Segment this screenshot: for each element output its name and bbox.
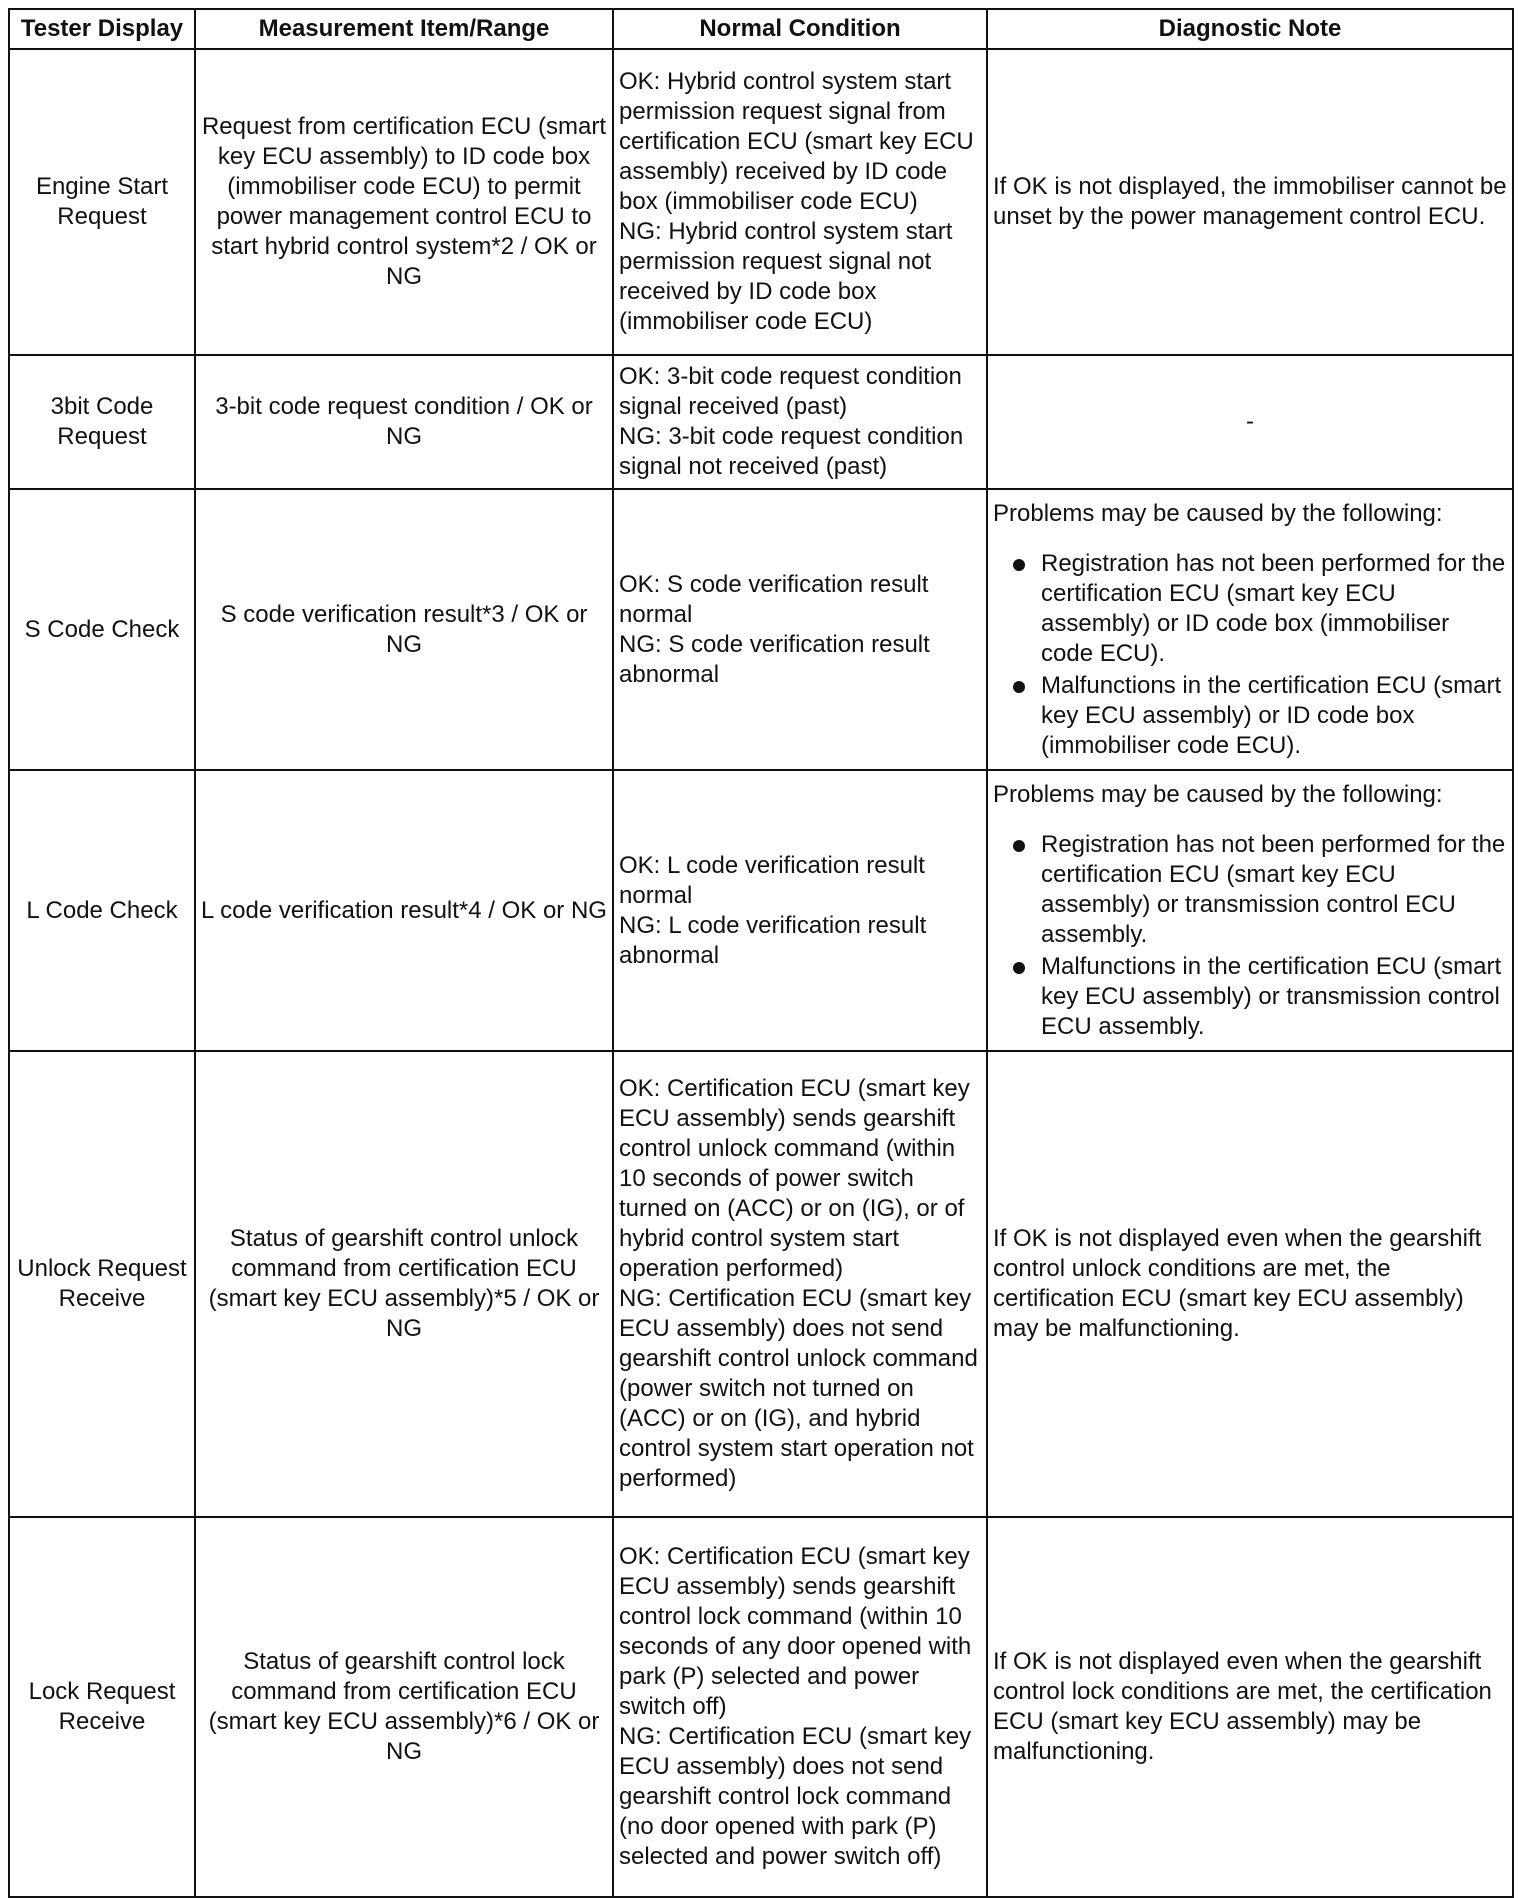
- normal-condition-cell: OK: S code verification result normal NG: S code verification result abnormal: [613, 489, 987, 770]
- diagnostic-note-list: [993, 549, 1507, 761]
- bullet-icon: [1013, 840, 1025, 852]
- diagnostic-note-list: [993, 830, 1507, 1042]
- bullet-icon: [1013, 559, 1025, 571]
- header-measurement: Measurement Item/Range: [195, 9, 613, 49]
- header-normal-condition: Normal Condition: [613, 9, 987, 49]
- measurement-cell: L code verification result*4 / OK or NG: [195, 770, 613, 1051]
- table-row: [9, 1051, 1513, 1517]
- normal-condition-cell: OK: L code verification result normal NG: L code verification result abnormal: [613, 770, 987, 1051]
- measurement-cell: 3-bit code request condition / OK or NG: [195, 355, 613, 489]
- normal-condition-cell: OK: Certification ECU (smart key ECU assembly) sends gearshift control lock command (within 10 seconds of any door opened with park (P) selected and power switch off) NG: Certification ECU (smart key ECU assembly) does not send gearshift control lock command (no door opened with park (P) selected and power switch off): [613, 1517, 987, 1897]
- measurement-cell: Request from certification ECU (smart key ECU assembly) to ID code box (immobiliser code ECU) to permit power management control ECU to start hybrid control system*2 / OK or NG: [195, 49, 613, 355]
- header-diagnostic-note: Diagnostic Note: [987, 9, 1513, 49]
- list-item: [993, 952, 1507, 1042]
- list-item: [993, 549, 1507, 669]
- table-row: [9, 1517, 1513, 1897]
- tester-display-cell: Unlock Request Receive: [9, 1051, 195, 1517]
- diagnostic-note-cell: [987, 770, 1513, 1051]
- normal-condition-cell: OK: Certification ECU (smart key ECU assembly) sends gearshift control unlock command (within 10 seconds of power switch turned on (ACC) or on (IG), or of hybrid control system start operation performed) NG: Certification ECU (smart key ECU assembly) does not send gearshift control unlock command (power switch not turned on (ACC) or on (IG), and hybrid control system start operation not performed): [613, 1051, 987, 1517]
- tester-display-cell: L Code Check: [9, 770, 195, 1051]
- measurement-cell: S code verification result*3 / OK or NG: [195, 489, 613, 770]
- measurement-cell: Status of gearshift control unlock command from certification ECU (smart key ECU assembly)*5 / OK or NG: [195, 1051, 613, 1517]
- tester-display-cell: Engine Start Request: [9, 49, 195, 355]
- list-item-text: Registration has not been performed for the certification ECU (smart key ECU assembly) or ID code box (immobiliser code ECU).: [1041, 549, 1506, 667]
- tester-display-cell: 3bit Code Request: [9, 355, 195, 489]
- data-list-table: [8, 8, 1514, 1898]
- table-row: [9, 770, 1513, 1051]
- table-row: [9, 49, 1513, 355]
- normal-condition-cell: OK: 3-bit code request condition signal received (past) NG: 3-bit code request condition signal not received (past): [613, 355, 987, 489]
- tester-display-cell: Lock Request Receive: [9, 1517, 195, 1897]
- bullet-icon: [1013, 962, 1025, 974]
- list-item-text: Registration has not been performed for the certification ECU (smart key ECU assembly) or transmission control ECU assembly.: [1041, 830, 1506, 948]
- table-row: [9, 355, 1513, 489]
- table-header-row: [9, 9, 1513, 49]
- list-item: [993, 671, 1507, 761]
- diagnostic-note-cell: -: [987, 355, 1513, 489]
- normal-condition-cell: OK: Hybrid control system start permission request signal from certification ECU (smart key ECU assembly) received by ID code box (immobiliser code ECU) NG: Hybrid control system start permission request signal not received by ID code box (immobiliser code ECU): [613, 49, 987, 355]
- measurement-cell: Status of gearshift control lock command from certification ECU (smart key ECU assembly)*6 / OK or NG: [195, 1517, 613, 1897]
- diagnostic-note-cell: If OK is not displayed even when the gearshift control lock conditions are met, the certification ECU (smart key ECU assembly) may be malfunctioning.: [987, 1517, 1513, 1897]
- diagnostic-note-cell: If OK is not displayed, the immobiliser cannot be unset by the power management control ECU.: [987, 49, 1513, 355]
- diagnostic-note-intro: Problems may be caused by the following:: [993, 499, 1443, 527]
- diagnostic-note-intro: Problems may be caused by the following:: [993, 780, 1443, 808]
- header-tester-display: Tester Display: [9, 9, 195, 49]
- list-item: [993, 830, 1507, 950]
- bullet-icon: [1013, 681, 1025, 693]
- diagnostic-note-cell: If OK is not displayed even when the gearshift control unlock conditions are met, the certification ECU (smart key ECU assembly) may be malfunctioning.: [987, 1051, 1513, 1517]
- tester-display-cell: S Code Check: [9, 489, 195, 770]
- list-item-text: Malfunctions in the certification ECU (smart key ECU assembly) or transmission control ECU assembly.: [1041, 952, 1502, 1040]
- diagnostic-note-cell: [987, 489, 1513, 770]
- table-row: [9, 489, 1513, 770]
- list-item-text: Malfunctions in the certification ECU (smart key ECU assembly) or ID code box (immobiliser code ECU).: [1041, 671, 1502, 759]
